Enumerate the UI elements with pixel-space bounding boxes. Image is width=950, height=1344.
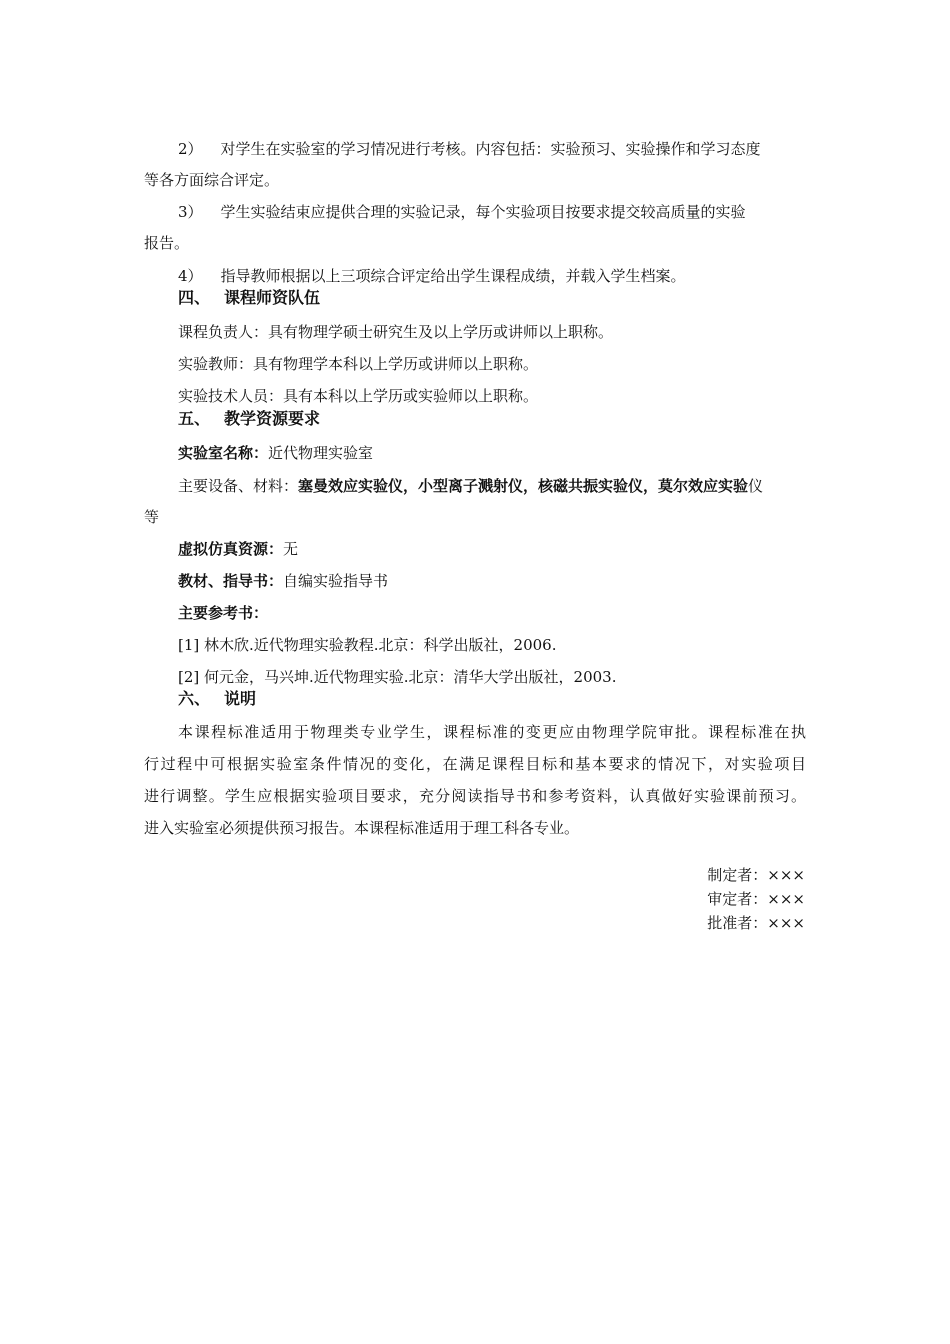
textbook-line [178,571,388,591]
section-title: 教学资源要求 [224,409,321,428]
section-6-heading [178,688,256,710]
section-number: 四、 [178,288,211,307]
reference-item: [1] 林木欣.近代物理实验教程.北京：科学出版社，2006. [178,636,557,654]
equipment-tail: 仪 [748,477,764,495]
lab-name-line [178,443,373,463]
signature-made-by: 制定者：××× [707,866,805,884]
assessment-item-3 [178,202,746,222]
section-title: 课程师资队伍 [224,288,321,307]
notes-paragraph-line: 进行调整。学生应根据实验项目要求，充分阅读指导书和参考资料，认真做好实验课前预习。 [144,787,806,805]
signature-reviewed-by: 审定者：××× [707,890,805,908]
faculty-line-lead: 课程负责人：具有物理学硕士研究生及以上学历或讲师以上职称。 [178,323,614,341]
virtual-resource-label: 虚拟仿真资源： [178,540,284,558]
equipment-line [178,476,763,496]
signature-approved-by: 批准者：××× [707,914,805,932]
item-number: 2） [178,140,203,158]
assessment-item-3-continued: 报告。 [144,234,190,252]
lab-name-value: 近代物理实验室 [268,444,374,462]
lab-name-label: 实验室名称： [178,444,269,462]
item-text: 指导教师根据以上三项综合评定给出学生课程成绩，并载入学生档案。 [220,267,686,285]
equipment-line-continued: 等 [144,508,160,526]
equipment-label: 主要设备、材料： [178,477,299,495]
faculty-line-teacher: 实验教师：具有物理学本科以上学历或讲师以上职称。 [178,355,539,373]
reference-item: [2] 何元金，马兴坤.近代物理实验.北京：清华大学出版社，2003. [178,668,617,686]
textbook-value: 自编实验指导书 [283,572,389,590]
virtual-resource-line [178,539,298,559]
section-title: 说明 [224,689,257,708]
notes-paragraph-line: 行过程中可根据实验室条件情况的变化，在满足课程目标和基本要求的情况下，对实验项目 [144,755,806,773]
section-5-heading [178,408,320,430]
section-4-heading [178,287,320,309]
section-number: 五、 [178,409,211,428]
section-number: 六、 [178,689,211,708]
virtual-resource-value: 无 [283,540,299,558]
notes-paragraph-line: 进入实验室必须提供预习报告。本课程标准适用于理工科各专业。 [144,819,580,837]
faculty-line-technician: 实验技术人员：具有本科以上学历或实验师以上职称。 [178,387,539,405]
assessment-item-4 [178,266,686,286]
textbook-label: 教材、指导书： [178,572,284,590]
notes-paragraph-line: 本课程标准适用于物理类专业学生，课程标准的变更应由物理学院审批。课程标准在执 [178,723,806,741]
equipment-value: 塞曼效应实验仪，小型离子溅射仪，核磁共振实验仪，莫尔效应实验 [298,477,749,495]
assessment-item-2-continued: 等各方面综合评定。 [144,171,280,189]
item-number: 4） [178,267,203,285]
item-text: 对学生在实验室的学习情况进行考核。内容包括：实验预习、实验操作和学习态度 [220,140,761,158]
assessment-item-2 [178,139,761,159]
references-label: 主要参考书： [178,604,269,622]
item-text: 学生实验结束应提供合理的实验记录，每个实验项目按要求提交较高质量的实验 [220,203,746,221]
item-number: 3） [178,203,203,221]
